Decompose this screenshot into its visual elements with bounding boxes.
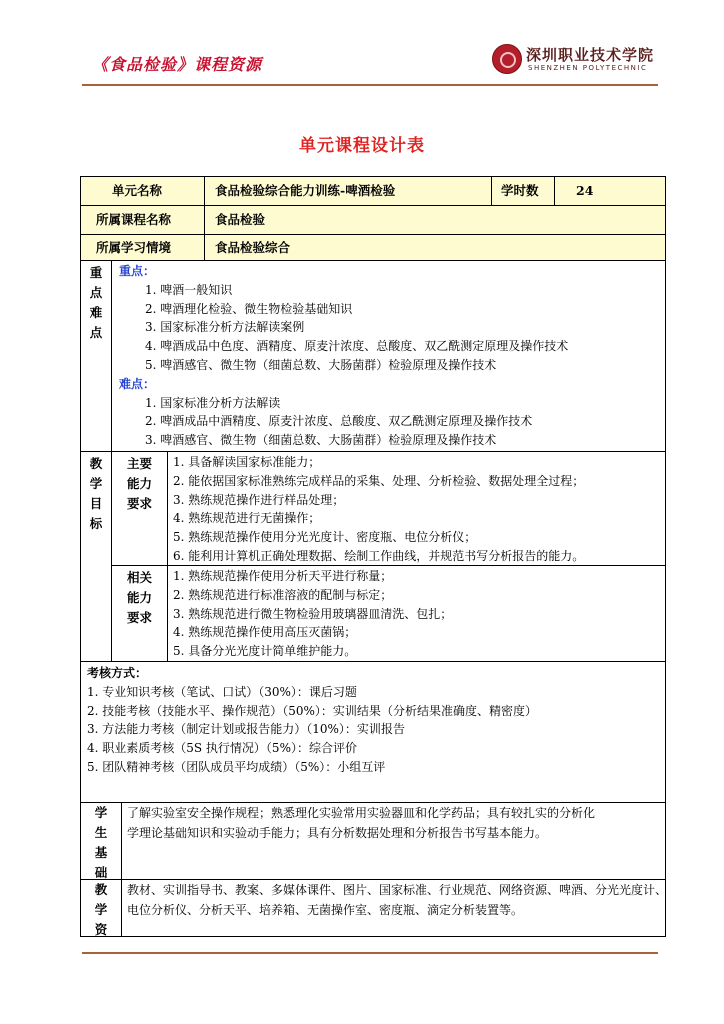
situation-value: 食品检验综合 — [215, 240, 291, 255]
related-ability-item: 3. 熟练规范进行微生物检验用玻璃器皿清洗、包扎； — [173, 606, 453, 621]
header-divider — [82, 84, 658, 86]
obj-side-3: 目 — [89, 496, 103, 511]
related-ability-item: 4. 熟练规范操作使用高压灭菌锅； — [173, 625, 357, 640]
main-ability-label: 要求 — [126, 496, 152, 511]
related-ability-item: 5. 具备分光光度计简单维护能力。 — [173, 644, 357, 659]
zhongdian-item: 5. 啤酒感官、微生物（细菌总数、大肠菌群）检验原理及操作技术 — [145, 357, 497, 372]
related-ability-label: 相关 — [126, 570, 152, 585]
basis-side-3: 基 — [94, 845, 108, 860]
main-ability-item: 2. 能依据国家标准熟练完成样品的采集、处理、分析检验、数据处理全过程； — [173, 473, 585, 488]
hours-label: 学时数 — [501, 183, 539, 198]
unit-name-label: 单元名称 — [112, 183, 163, 198]
unit-name-row — [80, 176, 666, 206]
main-ability-item: 3. 熟练规范操作进行样品处理； — [173, 492, 345, 507]
key-side-2: 点 — [89, 285, 103, 300]
res-side-3: 资 — [94, 922, 108, 937]
assessment-item: 3. 方法能力考核（制定计划或报告能力）（10%）：实训报告 — [87, 722, 405, 737]
assessment-item: 4. 职业素质考核（5S 执行情况）（5%）：综合评价 — [87, 741, 357, 756]
header-title: 《食品检验》课程资源 — [92, 55, 263, 74]
assessment-item: 2. 技能考核（技能水平、操作规范）（50%）：实训结果（分析结果准确度、精密度） — [87, 703, 537, 718]
nandian-item: 2. 啤酒成品中酒精度、原麦汁浓度、总酸度、双乙酰测定原理及操作技术 — [145, 414, 533, 429]
zhongdian-item: 2. 啤酒理化检验、微生物检验基础知识 — [145, 301, 353, 316]
related-ability-label: 要求 — [126, 610, 152, 625]
assessment-row — [80, 661, 666, 803]
logo-chinese-name: 深圳职业技术学院 — [526, 46, 655, 64]
hours-value: 24 — [576, 183, 594, 198]
main-ability-item: 5. 熟练规范操作使用分光光度计、密度瓶、电位分析仪； — [173, 530, 477, 545]
related-ability-label: 能力 — [126, 590, 152, 605]
course-label: 所属课程名称 — [96, 212, 172, 227]
main-ability-item: 6. 能利用计算机正确处理数据、绘制工作曲线，并规范书写分析报告的能力。 — [173, 548, 585, 563]
zhongdian-item: 1. 啤酒一般知识 — [145, 282, 233, 297]
obj-side-2: 学 — [89, 476, 103, 491]
objectives-row — [80, 451, 666, 662]
basis-line: 了解实验室安全操作规程；熟悉理化实验常用实验器皿和化学药品；具有较扎实的分析化 — [127, 806, 596, 820]
related-ability-item: 1. 熟练规范操作使用分析天平进行称量； — [173, 569, 393, 583]
assessment-item: 1. 专业知识考核（笔试、口试）（30%）：课后习题 — [87, 684, 357, 699]
key-side-4: 点 — [89, 325, 103, 340]
assessment-item: 5. 团队精神考核（团队成员平均成绩）（5%）：小组互评 — [87, 759, 386, 774]
zhongdian-item: 3. 国家标准分析方法解读案例 — [145, 320, 305, 335]
assessment-label: 考核方式： — [87, 666, 148, 680]
document-title: 单元课程设计表 — [299, 136, 425, 156]
situation-label: 所属学习情境 — [96, 240, 172, 255]
logo-english-name: SHENZHEN POLYTECHNIC — [528, 64, 648, 72]
nandian-label: 难点： — [119, 376, 156, 391]
key-side-3: 难 — [89, 305, 103, 320]
obj-side-4: 标 — [89, 516, 103, 531]
zhongdian-item: 4. 啤酒成品中色度、酒精度、原麦汁浓度、总酸度、双乙酰测定原理及操作技术 — [145, 339, 569, 354]
main-ability-item: 4. 熟练规范进行无菌操作； — [173, 511, 321, 526]
nandian-item: 3. 啤酒感官、微生物（细菌总数、大肠菌群）检验原理及操作技术 — [145, 433, 497, 448]
nandian-item: 1. 国家标准分析方法解读 — [145, 395, 281, 410]
key-points-row — [80, 260, 666, 452]
unit-name-value: 食品检验综合能力训练-啤酒检验 — [215, 183, 396, 198]
resources-line: 电位分析仪、分析天平、培养箱、无菌操作室、密度瓶、滴定分析装置等。 — [127, 903, 524, 917]
situation-row — [80, 234, 666, 261]
res-side-1: 教 — [94, 882, 108, 897]
main-ability-item: 1. 具备解读国家标准能力； — [173, 455, 321, 469]
student-basis-row — [80, 802, 666, 880]
school-logo — [492, 44, 662, 76]
main-ability-label: 主要 — [126, 456, 152, 471]
resources-line: 教材、实训指导书、教案、多媒体课件、图片、国家标准、行业规范、网络资源、啤酒、分光光度计、 — [127, 883, 668, 897]
key-side-1: 重 — [89, 265, 103, 280]
basis-side-1: 学 — [94, 805, 108, 820]
zhongdian-label: 重点： — [119, 264, 156, 278]
resources-row — [80, 879, 666, 937]
course-value: 食品检验 — [215, 212, 266, 227]
page-header — [82, 40, 662, 86]
footer-divider — [82, 952, 658, 954]
basis-line: 学理论基础知识和实验动手能力；具有分析数据处理和分析报告书写基本能力。 — [127, 826, 548, 840]
related-ability-item: 2. 熟练规范进行标准溶液的配制与标定； — [173, 587, 393, 602]
res-side-2: 学 — [94, 902, 108, 917]
obj-side-1: 教 — [89, 456, 103, 471]
basis-side-2: 生 — [94, 825, 108, 840]
school-seal-icon — [492, 44, 522, 74]
basis-side-4: 础 — [94, 865, 108, 880]
main-ability-label: 能力 — [126, 476, 152, 491]
course-row — [80, 205, 666, 235]
